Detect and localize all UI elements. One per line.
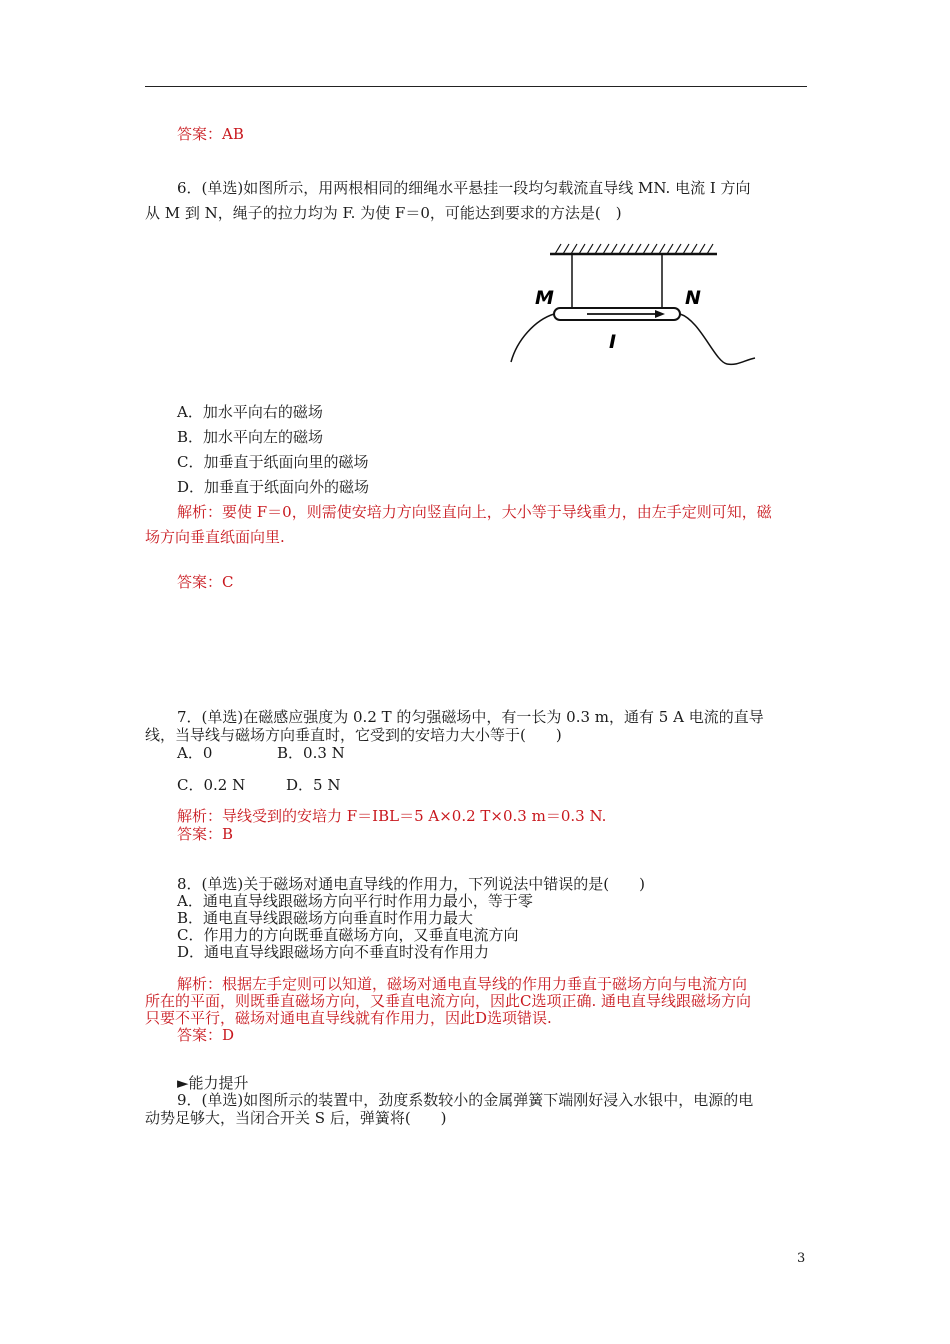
q9-stem-line2: 动势足够大，当闭合开关 S 后，弹簧将( )	[145, 1109, 447, 1127]
q6-answer: 答案：C	[177, 573, 234, 591]
q5-answer: 答案：AB	[177, 125, 244, 143]
ceiling-hatching	[555, 244, 713, 254]
q8-stem: 8．(单选)关于磁场对通电直导线的作用力，下列说法中错误的是( )	[177, 875, 645, 893]
q8-analysis-line3: 只要不平行，磁场对通电直导线就有作用力，因此D选项错误.	[145, 1009, 552, 1027]
q7-option-b: B．0.3 N	[277, 744, 345, 762]
q6-option-a: A．加水平向右的磁场	[177, 403, 323, 421]
q6-figure	[505, 240, 760, 380]
header-rule	[145, 86, 807, 87]
section-heading: ►能力提升	[177, 1074, 249, 1092]
q6-stem-line1: 6．(单选)如图所示，用两根相同的细绳水平悬挂一段均匀载流直导线 MN. 电流 I 方向	[177, 179, 751, 197]
q8-analysis-line1: 解析：根据左手定则可以知道，磁场对通电直导线的作用力垂直于磁场方向与电流方向	[177, 975, 748, 993]
q6-option-c: C．加垂直于纸面向里的磁场	[177, 453, 369, 471]
q6-option-b: B．加水平向左的磁场	[177, 428, 324, 446]
q7-stem-line2: 线，当导线与磁场方向垂直时，它受到的安培力大小等于( )	[145, 726, 562, 744]
q7-stem-line1: 7．(单选)在磁感应强度为 0.2 T 的匀强磁场中，有一长为 0.3 m，通有 5 A 电流的直导	[177, 708, 764, 726]
q8-option-a: A．通电直导线跟磁场方向平行时作用力最小，等于零	[177, 892, 533, 910]
left-lead-wire	[511, 314, 554, 362]
q7-option-a: A．0	[177, 744, 213, 762]
q6-option-d: D．加垂直于纸面向外的磁场	[177, 478, 370, 496]
label-i: I	[609, 331, 617, 353]
q8-option-b: B．通电直导线跟磁场方向垂直时作用力最大	[177, 909, 474, 927]
page-number: 3	[797, 1251, 806, 1266]
q6-analysis-line2: 场方向垂直纸面向里.	[145, 528, 285, 546]
q6-stem-line2: 从 M 到 N，绳子的拉力均为 F. 为使 F＝0，可能达到要求的方法是( )	[145, 204, 622, 222]
q7-option-d: D．5 N	[286, 776, 341, 794]
q7-answer: 答案：B	[177, 825, 234, 843]
right-lead-wire	[680, 314, 755, 364]
q9-stem-line1: 9．(单选)如图所示的装置中，劲度系数较小的金属弹簧下端刚好浸入水银中，电源的电	[177, 1091, 754, 1109]
q7-option-c: C．0.2 N	[177, 776, 246, 794]
q8-option-d: D．通电直导线跟磁场方向不垂直时没有作用力	[177, 943, 490, 961]
q8-answer: 答案：D	[177, 1026, 235, 1044]
q6-analysis-line1: 解析：要使 F＝0，则需使安培力方向竖直向上，大小等于导线重力，由左手定则可知，磁	[177, 503, 772, 521]
q8-analysis-line2: 所在的平面，则既垂直磁场方向，又垂直电流方向，因此C选项正确. 通电直导线跟磁场方向	[145, 992, 752, 1010]
q8-option-c: C．作用力的方向既垂直磁场方向，又垂直电流方向	[177, 926, 519, 944]
q7-analysis: 解析：导线受到的安培力 F＝IBL＝5 A×0.2 T×0.3 m＝0.3 N.	[177, 807, 607, 825]
label-m: M	[535, 287, 554, 309]
label-n: N	[685, 287, 701, 309]
